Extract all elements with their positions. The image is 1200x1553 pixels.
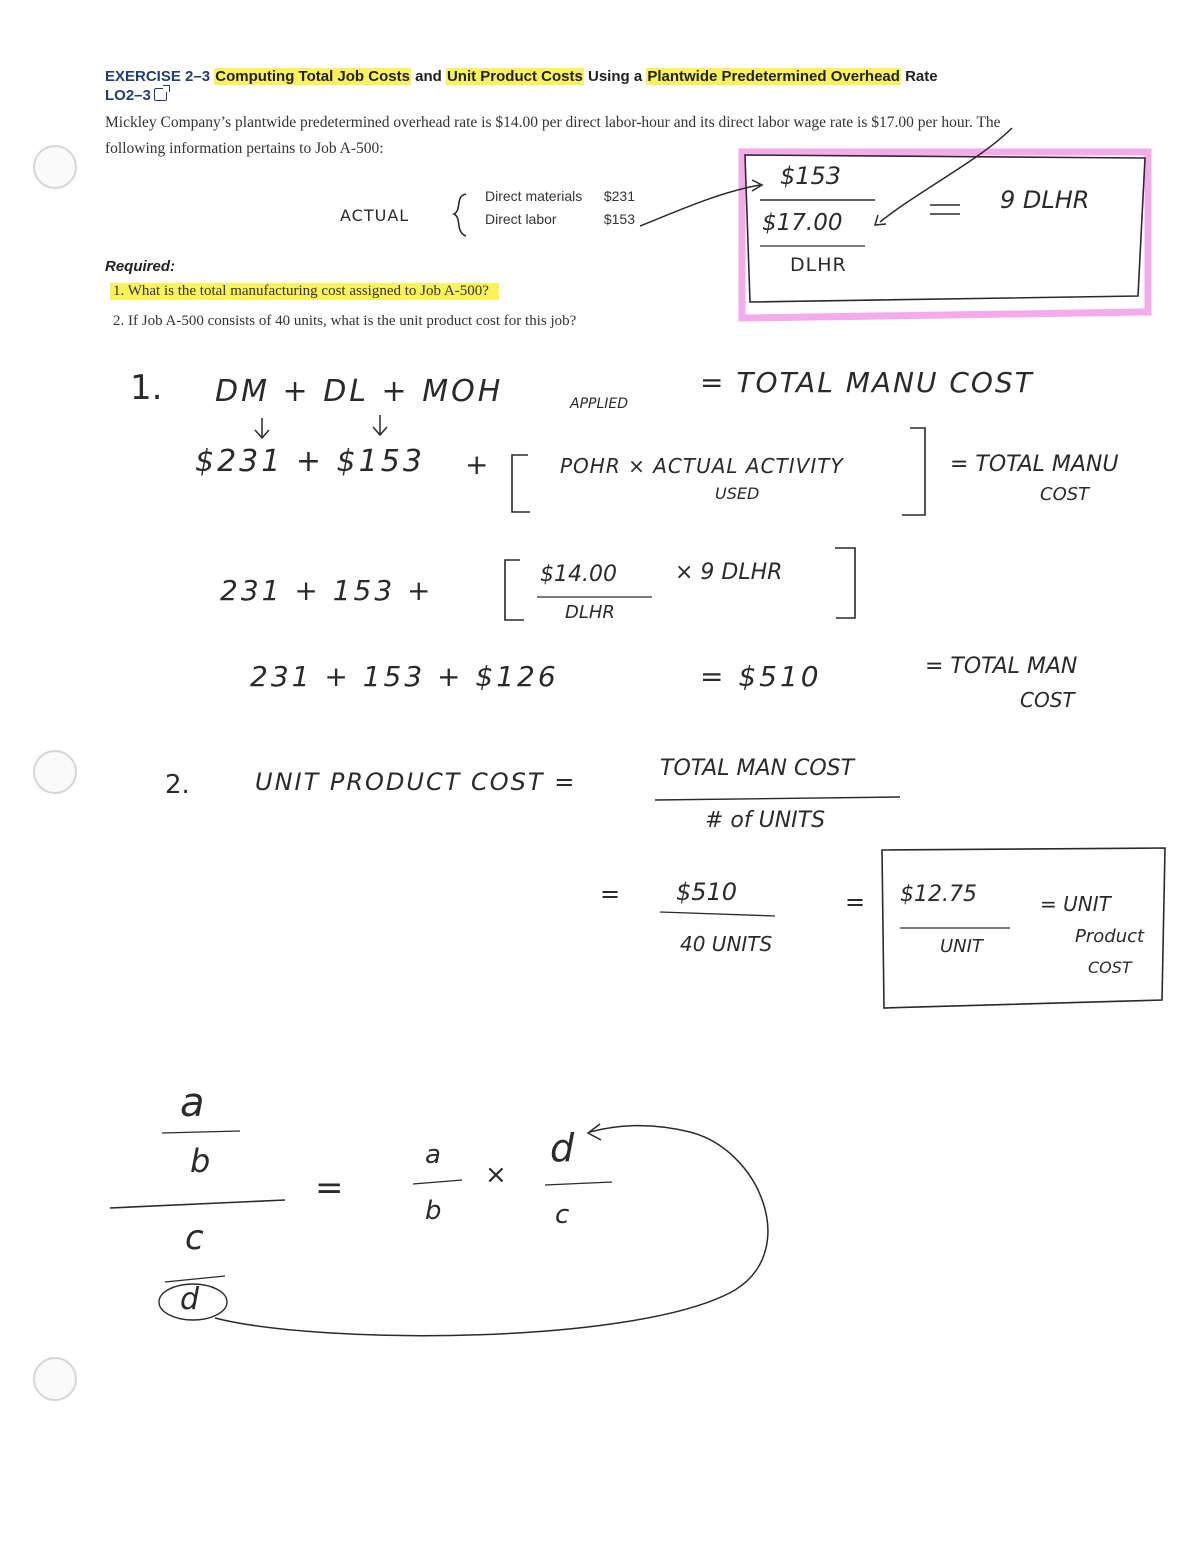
hw-part2-den-val: 40 UNITS [680,932,773,956]
hw-box-num: $153 [780,162,842,190]
actual-brace [454,194,466,236]
hw-part2-frac-num: TOTAL MAN COST [660,756,855,781]
hw-answer-label: = UNIT [1040,892,1111,916]
cost-label: Direct materials [485,188,583,204]
hw-part1-number: 1. [130,368,163,408]
title-part: Computing Total Job Costs [215,68,410,85]
hw-cf-eq: = [315,1168,344,1208]
hw-part2-label: UNIT PRODUCT COST = [255,768,577,796]
hw-cf-a: a [180,1080,205,1126]
hw-line3-rate-den: DLHR [565,602,615,623]
hw-line3-values: 231 + 153 + [220,574,434,607]
cost-value: $231 [603,188,635,204]
hw-answer-label-3: COST [1088,958,1132,977]
exercise-label: EXERCISE 2–3 [105,68,211,85]
hw-answer-num: $12.75 [900,882,977,907]
hw-line3-times: × 9 DLHR [675,560,783,585]
hw-part2-number: 2. [165,770,190,800]
bracket-right [902,428,925,515]
hw-cf-c: c [185,1218,204,1258]
hw-part1-bracket: POHR × ACTUAL ACTIVITY [560,454,844,478]
hw-part1-rhs2: = TOTAL MANU [950,452,1119,477]
hw-part1-rhs2-cost: COST [1040,484,1090,505]
hw-part1-values: $231 + $153 [195,444,425,479]
title-part: Plantwide Predetermined Overhead [647,68,900,85]
hw-part1-rhs: = TOTAL MANU COST [700,366,1034,399]
title-part: Rate [900,68,938,85]
title-part: and [410,68,446,85]
question-1: 1. What is the total manufacturing cost assigned to Job A-500? [110,283,499,300]
required-heading: Required: [105,258,176,275]
hw-cf-d2: d [550,1126,575,1170]
cost-label: Direct labor [485,211,557,227]
hw-part2-eq2: = [845,888,866,916]
hw-line4-total: = $510 [700,660,822,693]
hw-line4-rhs-cost: COST [1020,688,1075,712]
hw-part2-eq: = [600,880,621,908]
hw-cf-a2: a [425,1140,441,1170]
hw-part2-frac-den: # of UNITS [705,808,826,833]
hw-box-result: 9 DLHR [1000,186,1090,214]
title-part: Unit Product Costs [446,68,583,85]
hw-box-unit: DLHR [790,254,847,276]
lo-label: LO2–3 [105,87,151,104]
hw-cf-times: × [485,1160,507,1190]
hw-line4-rhs: = TOTAL MAN [925,654,1078,679]
hw-cf-b: b [190,1142,211,1180]
hw-part1-used: USED [715,484,760,503]
hw-part1-plus: + [465,448,489,481]
hw-cf-d: d [180,1282,200,1317]
bracket-left [512,455,530,512]
hw-cf-b2: b [425,1196,442,1226]
hw-line3-rate: $14.00 [540,562,617,587]
hw-line4-values: 231 + 153 + $126 [250,660,559,693]
hw-part1-applied: APPLIED [570,396,629,412]
hw-answer-den: UNIT [940,936,983,957]
hw-answer-label-2: Product [1075,926,1145,947]
reciprocal-arrow [215,1126,768,1336]
hw-part1-formula: DM + DL + MOH [215,374,504,409]
arrow-wage-to-box [880,128,1012,222]
hw-box-den: $17.00 [762,210,843,236]
problem-statement: Mickley Company’s plantwide predetermined overhead rate is $14.00 per direct labor-hour and its direct labor wage rate is $17.00 per hour. The following information pertains to Job A-500: [105,114,1001,157]
hw-cf-c2: c [555,1200,570,1230]
cost-value: $153 [603,211,635,227]
title-part: Using a [583,68,647,85]
question-2: 2. If Job A-500 consists of 40 units, what is the unit product cost for this job? [113,313,577,329]
hw-actual: ACTUAL [340,206,410,225]
hw-part2-num-val: $510 [676,878,738,906]
